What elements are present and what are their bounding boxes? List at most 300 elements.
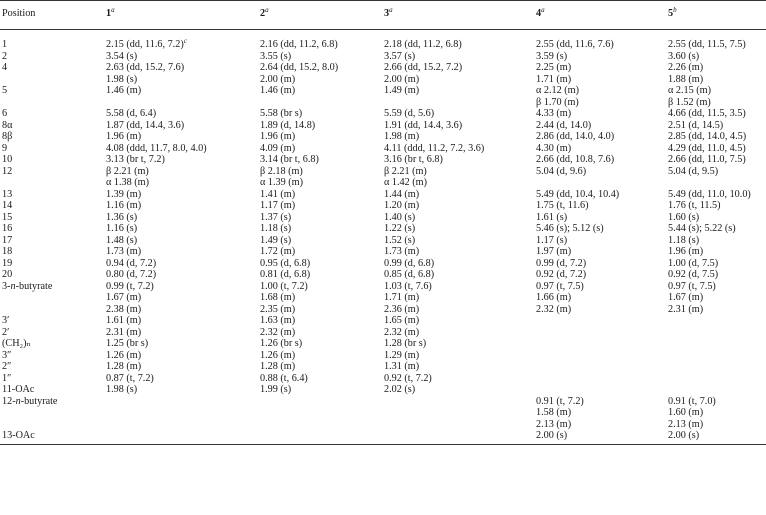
position-prefix: 12- — [2, 395, 16, 407]
shift-cell-compound-2 — [258, 154, 382, 166]
shift-value: 2.31 (m) — [668, 303, 704, 315]
shift-value: 1.49 (s) — [260, 234, 292, 246]
shift-cell-compound-2 — [258, 212, 382, 224]
shift-value: 2.31 (m) — [106, 326, 142, 338]
position-cell: 19 — [2, 257, 13, 269]
position-cell: 18 — [2, 246, 13, 257]
shift-cell-compound-4 — [534, 269, 666, 281]
shift-value: 1.20 (m) — [384, 200, 420, 211]
position-cell: 14 — [2, 200, 13, 211]
position-cell: 1″ — [2, 372, 12, 384]
shift-value: 1.16 (m) — [106, 200, 142, 211]
shift-value: 2.15 (dd, 11.6, 7.2) — [106, 39, 184, 50]
shift-cell-compound-5 — [666, 120, 766, 132]
shift-cell-compound-4 — [534, 338, 666, 350]
shift-cell-compound-3 — [382, 407, 534, 419]
shift-value: 0.99 (t, 7.2) — [106, 280, 154, 292]
shift-value: 2.32 (m) — [384, 326, 420, 338]
shift-value: 1.60 (s) — [668, 211, 700, 223]
shift-cell-compound-4 — [534, 85, 666, 97]
shift-cell-compound-4 — [534, 315, 666, 327]
table-row — [0, 131, 766, 143]
shift-cell-compound-4 — [534, 235, 666, 247]
shift-cell-compound-2 — [258, 327, 382, 339]
shift-cell-compound-2 — [258, 177, 382, 189]
shift-cell-compound-4 — [534, 373, 666, 385]
shift-cell-compound-4 — [534, 419, 666, 431]
shift-value: 2.25 (m) — [536, 62, 572, 73]
shift-cell-compound-3 — [382, 108, 534, 120]
shift-cell-compound-5 — [666, 166, 766, 178]
shift-cell-compound-3 — [382, 235, 534, 247]
shift-value: 1.68 (m) — [260, 292, 296, 303]
shift-value: 0.97 (t, 7.5) — [536, 280, 584, 292]
table-header — [0, 1, 766, 30]
shift-cell-compound-4 — [534, 396, 666, 408]
shift-value: 1.28 (br s) — [384, 338, 427, 349]
shift-cell-compound-2 — [258, 120, 382, 132]
shift-value: 1.98 (s) — [106, 384, 138, 395]
shift-value: 3.14 (br t, 6.8) — [260, 154, 319, 165]
shift-cell-compound-1 — [104, 258, 258, 270]
shift-cell-compound-1 — [104, 361, 258, 373]
shift-value: 2.35 (m) — [260, 303, 296, 315]
shift-cell-compound-5 — [666, 200, 766, 212]
shift-cell-compound-2 — [258, 51, 382, 63]
shift-value: α 1.42 (m) — [384, 177, 427, 188]
shift-cell-compound-4 — [534, 304, 666, 316]
table-row — [0, 51, 766, 63]
header-compound-1 — [104, 1, 258, 30]
shift-cell-compound-1 — [104, 269, 258, 281]
shift-cell-compound-1 — [104, 131, 258, 143]
shift-cell-compound-2 — [258, 131, 382, 143]
shift-value: 1.96 (m) — [106, 131, 142, 142]
shift-cell-compound-1 — [104, 51, 258, 63]
shift-cell-compound-1 — [104, 143, 258, 155]
shift-cell-compound-5 — [666, 327, 766, 339]
shift-value: 2.51 (d, 14.5) — [668, 119, 724, 131]
shift-cell-compound-1 — [104, 338, 258, 350]
shift-cell-compound-1 — [104, 315, 258, 327]
shift-value: 3.16 (br t, 6.8) — [384, 154, 443, 165]
table-row — [0, 39, 766, 51]
shift-value: 1.61 (m) — [106, 315, 142, 326]
shift-value: 5.04 (d, 9.5) — [668, 165, 719, 177]
table-row — [0, 189, 766, 201]
shift-value: 2.36 (m) — [384, 303, 420, 315]
shift-value: β 2.21 (m) — [106, 165, 149, 177]
shift-value: 0.95 (d, 6.8) — [260, 257, 311, 269]
shift-cell-compound-3 — [382, 131, 534, 143]
shift-cell-compound-5 — [666, 373, 766, 385]
shift-cell-compound-1 — [104, 120, 258, 132]
position-suffix: -butyrate — [20, 395, 58, 407]
table-row — [0, 143, 766, 155]
shift-cell-compound-1 — [104, 223, 258, 235]
shift-value: 1.73 (m) — [384, 246, 420, 257]
position-cell: 3′ — [2, 315, 10, 326]
shift-value: 1.37 (s) — [260, 211, 292, 223]
shift-cell-compound-5 — [666, 384, 766, 396]
shift-value: α 2.12 (m) — [536, 85, 579, 96]
shift-cell-compound-3 — [382, 338, 534, 350]
table-row — [0, 166, 766, 178]
shift-cell-compound-1 — [104, 97, 258, 109]
shift-cell-compound-1 — [104, 304, 258, 316]
position-prefix: 3- — [2, 280, 11, 292]
header-compound-3 — [382, 1, 534, 30]
table-row — [0, 373, 766, 385]
shift-value: 0.87 (t, 7.2) — [106, 372, 154, 384]
shift-cell-compound-3 — [382, 177, 534, 189]
shift-cell-compound-4 — [534, 246, 666, 258]
shift-value: 2.66 (dd, 10.8, 7.6) — [536, 154, 615, 165]
shift-value: 0.99 (d, 7.2) — [536, 257, 587, 269]
table-row — [0, 212, 766, 224]
shift-cell-compound-5 — [666, 407, 766, 419]
shift-value: 1.48 (s) — [106, 234, 138, 246]
shift-cell-compound-1 — [104, 189, 258, 201]
shift-value: 3.13 (br t, 7.2) — [106, 154, 165, 165]
shift-value: 1.46 (m) — [106, 85, 142, 96]
shift-cell-compound-5 — [666, 258, 766, 270]
position-cell — [0, 407, 104, 419]
shift-cell-compound-4 — [534, 189, 666, 201]
table-row — [0, 74, 766, 86]
header-row — [0, 1, 766, 30]
shift-cell-compound-1 — [104, 62, 258, 74]
shift-cell-compound-3 — [382, 200, 534, 212]
shift-cell-compound-1 — [104, 177, 258, 189]
shift-cell-compound-2 — [258, 292, 382, 304]
shift-cell-compound-1 — [104, 246, 258, 258]
shift-cell-compound-5 — [666, 62, 766, 74]
shift-value: 1.22 (s) — [384, 223, 416, 234]
shift-cell-compound-3 — [382, 373, 534, 385]
shift-value: 1.52 (s) — [384, 234, 416, 246]
table-row — [0, 177, 766, 189]
shift-value: 2.13 (m) — [536, 418, 572, 430]
shift-cell-compound-3 — [382, 361, 534, 373]
shift-value: 1.46 (m) — [260, 85, 296, 96]
shift-value: 2.18 (dd, 11.2, 6.8) — [384, 39, 462, 50]
shift-cell-compound-2 — [258, 315, 382, 327]
shift-value: 1.61 (s) — [536, 211, 568, 223]
shift-cell-compound-5 — [666, 361, 766, 373]
compound-number: 4 — [536, 8, 542, 19]
table-row — [0, 269, 766, 281]
shift-cell-compound-3 — [382, 97, 534, 109]
shift-cell-compound-3 — [382, 396, 534, 408]
shift-cell-compound-5 — [666, 315, 766, 327]
shift-cell-compound-2 — [258, 143, 382, 155]
shift-cell-compound-4 — [534, 154, 666, 166]
shift-cell-compound-2 — [258, 62, 382, 74]
shift-cell-compound-4 — [534, 258, 666, 270]
position-cell: 6 — [2, 108, 8, 119]
table-row — [0, 407, 766, 419]
shift-value: 1.26 (m) — [106, 349, 142, 361]
shift-value: 1.71 (m) — [536, 73, 572, 85]
shift-cell-compound-5 — [666, 131, 766, 143]
compound-number: 2 — [260, 8, 266, 19]
shift-cell-compound-1 — [104, 108, 258, 120]
position-suffix: -butyrate — [15, 280, 53, 292]
shift-cell-compound-2 — [258, 166, 382, 178]
shift-value: 0.88 (t, 6.4) — [260, 372, 308, 384]
shift-value: 5.49 (dd, 10.4, 10.4) — [536, 188, 620, 200]
shift-value: 2.63 (dd, 15.2, 7.6) — [106, 62, 185, 73]
shift-value: β 2.18 (m) — [260, 165, 303, 177]
shift-value: 1.03 (t, 7.6) — [384, 280, 432, 292]
shift-value: 1.41 (m) — [260, 188, 296, 200]
position-cell: 13 — [2, 188, 13, 200]
table-row — [0, 419, 766, 431]
shift-cell-compound-4 — [534, 74, 666, 86]
shift-cell-compound-4 — [534, 131, 666, 143]
shift-value: 4.30 (m) — [536, 142, 572, 154]
position-cell: 20 — [2, 269, 13, 280]
table-row — [0, 235, 766, 247]
shift-value: 5.49 (dd, 11.0, 10.0) — [668, 188, 751, 200]
shift-cell-compound-1 — [104, 430, 258, 444]
position-cell: 5 — [2, 85, 8, 96]
shift-value: 1.67 (m) — [106, 292, 142, 303]
shift-value: β 1.70 (m) — [536, 96, 579, 108]
shift-value: 1.00 (d, 7.5) — [668, 257, 719, 269]
shift-value: 5.59 (d, 5.6) — [384, 108, 435, 119]
shift-value: 2.55 (dd, 11.6, 7.6) — [536, 39, 614, 50]
shift-cell-compound-3 — [382, 430, 534, 444]
table-row — [0, 396, 766, 408]
shift-cell-compound-3 — [382, 281, 534, 293]
shift-cell-compound-1 — [104, 350, 258, 362]
shift-cell-compound-3 — [382, 258, 534, 270]
shift-value: 1.98 (s) — [106, 73, 138, 85]
shift-cell-compound-3 — [382, 39, 534, 51]
shift-cell-compound-5 — [666, 189, 766, 201]
shift-value: 1.96 (m) — [668, 246, 704, 257]
compound-number: 3 — [384, 8, 390, 19]
shift-cell-compound-2 — [258, 74, 382, 86]
shift-cell-compound-2 — [258, 419, 382, 431]
table-row — [0, 430, 766, 444]
shift-value: 5.58 (d, 6.4) — [106, 108, 157, 119]
shift-value: 1.96 (m) — [260, 131, 296, 142]
position-italic: n — [10, 280, 16, 292]
shift-value: β 2.21 (m) — [384, 165, 427, 177]
compound-number: 5 — [668, 8, 674, 19]
shift-cell-compound-5 — [666, 39, 766, 51]
shift-value: 1.28 (m) — [106, 361, 142, 372]
shift-value: 1.40 (s) — [384, 211, 416, 223]
table-row — [0, 350, 766, 362]
shift-cell-compound-3 — [382, 154, 534, 166]
shift-value: 2.44 (d, 14.0) — [536, 119, 592, 131]
shift-cell-compound-2 — [258, 396, 382, 408]
shift-cell-compound-4 — [534, 350, 666, 362]
shift-value: 2.00 (s) — [668, 430, 700, 441]
footnote-mark: b — [673, 6, 677, 14]
shift-cell-compound-4 — [534, 51, 666, 63]
shift-cell-compound-1 — [104, 327, 258, 339]
position-cell: 4 — [2, 62, 8, 73]
shift-value: 1.26 (br s) — [260, 338, 303, 349]
shift-value: 1.36 (s) — [106, 211, 138, 223]
shift-value: 2.02 (s) — [384, 384, 416, 395]
shift-cell-compound-4 — [534, 223, 666, 235]
shift-cell-compound-4 — [534, 166, 666, 178]
shift-value: 1.67 (m) — [668, 292, 704, 303]
shift-cell-compound-4 — [534, 200, 666, 212]
compound-number: 1 — [106, 8, 112, 19]
shift-value: α 1.39 (m) — [260, 177, 303, 188]
shift-cell-compound-4 — [534, 292, 666, 304]
table-row — [0, 223, 766, 235]
header-compound-5 — [666, 1, 766, 30]
shift-value: 3.55 (s) — [260, 50, 292, 62]
footnote-mark: a — [265, 6, 269, 14]
shift-cell-compound-2 — [258, 350, 382, 362]
footnote-mark: a — [541, 6, 545, 14]
shift-value: 2.66 (dd, 11.0, 7.5) — [668, 154, 746, 165]
shift-value: 0.94 (d, 7.2) — [106, 257, 157, 269]
shift-value: 1.00 (t, 7.2) — [260, 280, 308, 292]
shift-value: 1.75 (t, 11.6) — [536, 200, 589, 211]
shift-cell-compound-5 — [666, 108, 766, 120]
shift-value: 1.28 (m) — [260, 361, 296, 372]
shift-cell-compound-5 — [666, 154, 766, 166]
shift-value: 1.91 (dd, 14.4, 3.6) — [384, 119, 463, 131]
shift-value: 2.66 (dd, 15.2, 7.2) — [384, 62, 463, 73]
shift-value: α 2.15 (m) — [668, 85, 711, 96]
shift-value: 5.58 (br s) — [260, 108, 303, 119]
shift-value: 1.73 (m) — [106, 246, 142, 257]
shift-value: 1.97 (m) — [536, 246, 572, 257]
shift-cell-compound-4 — [534, 108, 666, 120]
position-cell: 15 — [2, 211, 13, 223]
shift-cell-compound-3 — [382, 327, 534, 339]
shift-cell-compound-1 — [104, 212, 258, 224]
shift-cell-compound-2 — [258, 39, 382, 51]
position-cell — [0, 177, 104, 189]
shift-cell-compound-2 — [258, 200, 382, 212]
shift-value: 0.99 (d, 6.8) — [384, 257, 435, 269]
shift-value: 1.58 (m) — [536, 407, 572, 418]
shift-value: 1.99 (s) — [260, 384, 292, 395]
shift-value: 0.91 (t, 7.0) — [668, 395, 716, 407]
shift-cell-compound-4 — [534, 143, 666, 155]
shift-cell-compound-2 — [258, 269, 382, 281]
table-body — [0, 30, 766, 445]
shift-cell-compound-3 — [382, 189, 534, 201]
shift-cell-compound-3 — [382, 419, 534, 431]
shift-cell-compound-3 — [382, 246, 534, 258]
shift-cell-compound-4 — [534, 62, 666, 74]
shift-cell-compound-5 — [666, 177, 766, 189]
position-cell: 13-OAc — [0, 430, 104, 444]
position-cell — [0, 292, 104, 304]
shift-cell-compound-5 — [666, 51, 766, 63]
shift-value: 5.46 (s); 5.12 (s) — [536, 223, 604, 234]
shift-cell-compound-2 — [258, 304, 382, 316]
shift-cell-compound-4 — [534, 120, 666, 132]
shift-value: 2.85 (dd, 14.0, 4.5) — [668, 131, 747, 142]
shift-cell-compound-1 — [104, 281, 258, 293]
shift-cell-compound-4 — [534, 327, 666, 339]
shift-value: 1.18 (s) — [668, 234, 700, 246]
shift-cell-compound-4 — [534, 384, 666, 396]
shift-cell-compound-5 — [666, 85, 766, 97]
position-cell: 2′ — [2, 326, 10, 338]
footnote-mark: a — [389, 6, 393, 14]
shift-cell-compound-2 — [258, 430, 382, 444]
shift-value: 0.81 (d, 6.8) — [260, 269, 311, 280]
shift-value: 2.26 (m) — [668, 62, 704, 73]
shift-cell-compound-1 — [104, 154, 258, 166]
shift-cell-compound-4 — [534, 177, 666, 189]
table-row — [0, 85, 766, 97]
shift-cell-compound-2 — [258, 384, 382, 396]
shift-cell-compound-1 — [104, 85, 258, 97]
table-row — [0, 361, 766, 373]
shift-value: 2.55 (dd, 11.5, 7.5) — [668, 39, 746, 50]
shift-value: 4.33 (m) — [536, 108, 572, 119]
shift-value: 1.98 (m) — [384, 131, 420, 142]
position-cell: 16 — [2, 223, 13, 234]
position-cell — [0, 396, 104, 408]
shift-cell-compound-2 — [258, 246, 382, 258]
shift-cell-compound-3 — [382, 304, 534, 316]
position-cell: 3″ — [2, 349, 12, 361]
shift-value: 1.60 (m) — [668, 407, 704, 418]
shift-value: 2.13 (m) — [668, 418, 704, 430]
shift-cell-compound-4 — [534, 407, 666, 419]
shift-value: 1.31 (m) — [384, 361, 420, 372]
table-row — [0, 200, 766, 212]
shift-cell-compound-1 — [104, 74, 258, 86]
shift-cell-compound-2 — [258, 361, 382, 373]
shift-value: 0.85 (d, 6.8) — [384, 269, 435, 280]
shift-value: 1.49 (m) — [384, 85, 420, 96]
shift-cell-compound-3 — [382, 292, 534, 304]
shift-cell-compound-5 — [666, 74, 766, 86]
shift-cell-compound-1 — [104, 292, 258, 304]
shift-cell-compound-5 — [666, 235, 766, 247]
shift-value: α 1.38 (m) — [106, 177, 149, 188]
shift-value: 0.92 (d, 7.2) — [536, 269, 587, 280]
shift-value: 2.00 (m) — [260, 73, 296, 85]
shift-cell-compound-2 — [258, 85, 382, 97]
shift-cell-compound-2 — [258, 407, 382, 419]
shift-cell-compound-5 — [666, 350, 766, 362]
shift-value: 4.08 (ddd, 11.7, 8.0, 4.0) — [106, 142, 207, 154]
header-compound-4 — [534, 1, 666, 30]
position-cell: 11-OAc — [2, 384, 35, 395]
shift-value: 4.66 (dd, 11.5, 3.5) — [668, 108, 746, 119]
shift-cell-compound-5 — [666, 269, 766, 281]
shift-cell-compound-3 — [382, 350, 534, 362]
header-spacer — [0, 30, 766, 40]
table-row — [0, 246, 766, 258]
shift-cell-compound-1 — [104, 39, 258, 51]
position-cell — [0, 281, 104, 293]
shift-value: 1.88 (m) — [668, 73, 704, 85]
position-italic: n — [15, 395, 21, 407]
shift-value: 4.11 (ddd, 11.2, 7.2, 3.6) — [384, 142, 485, 154]
shift-cell-compound-3 — [382, 120, 534, 132]
